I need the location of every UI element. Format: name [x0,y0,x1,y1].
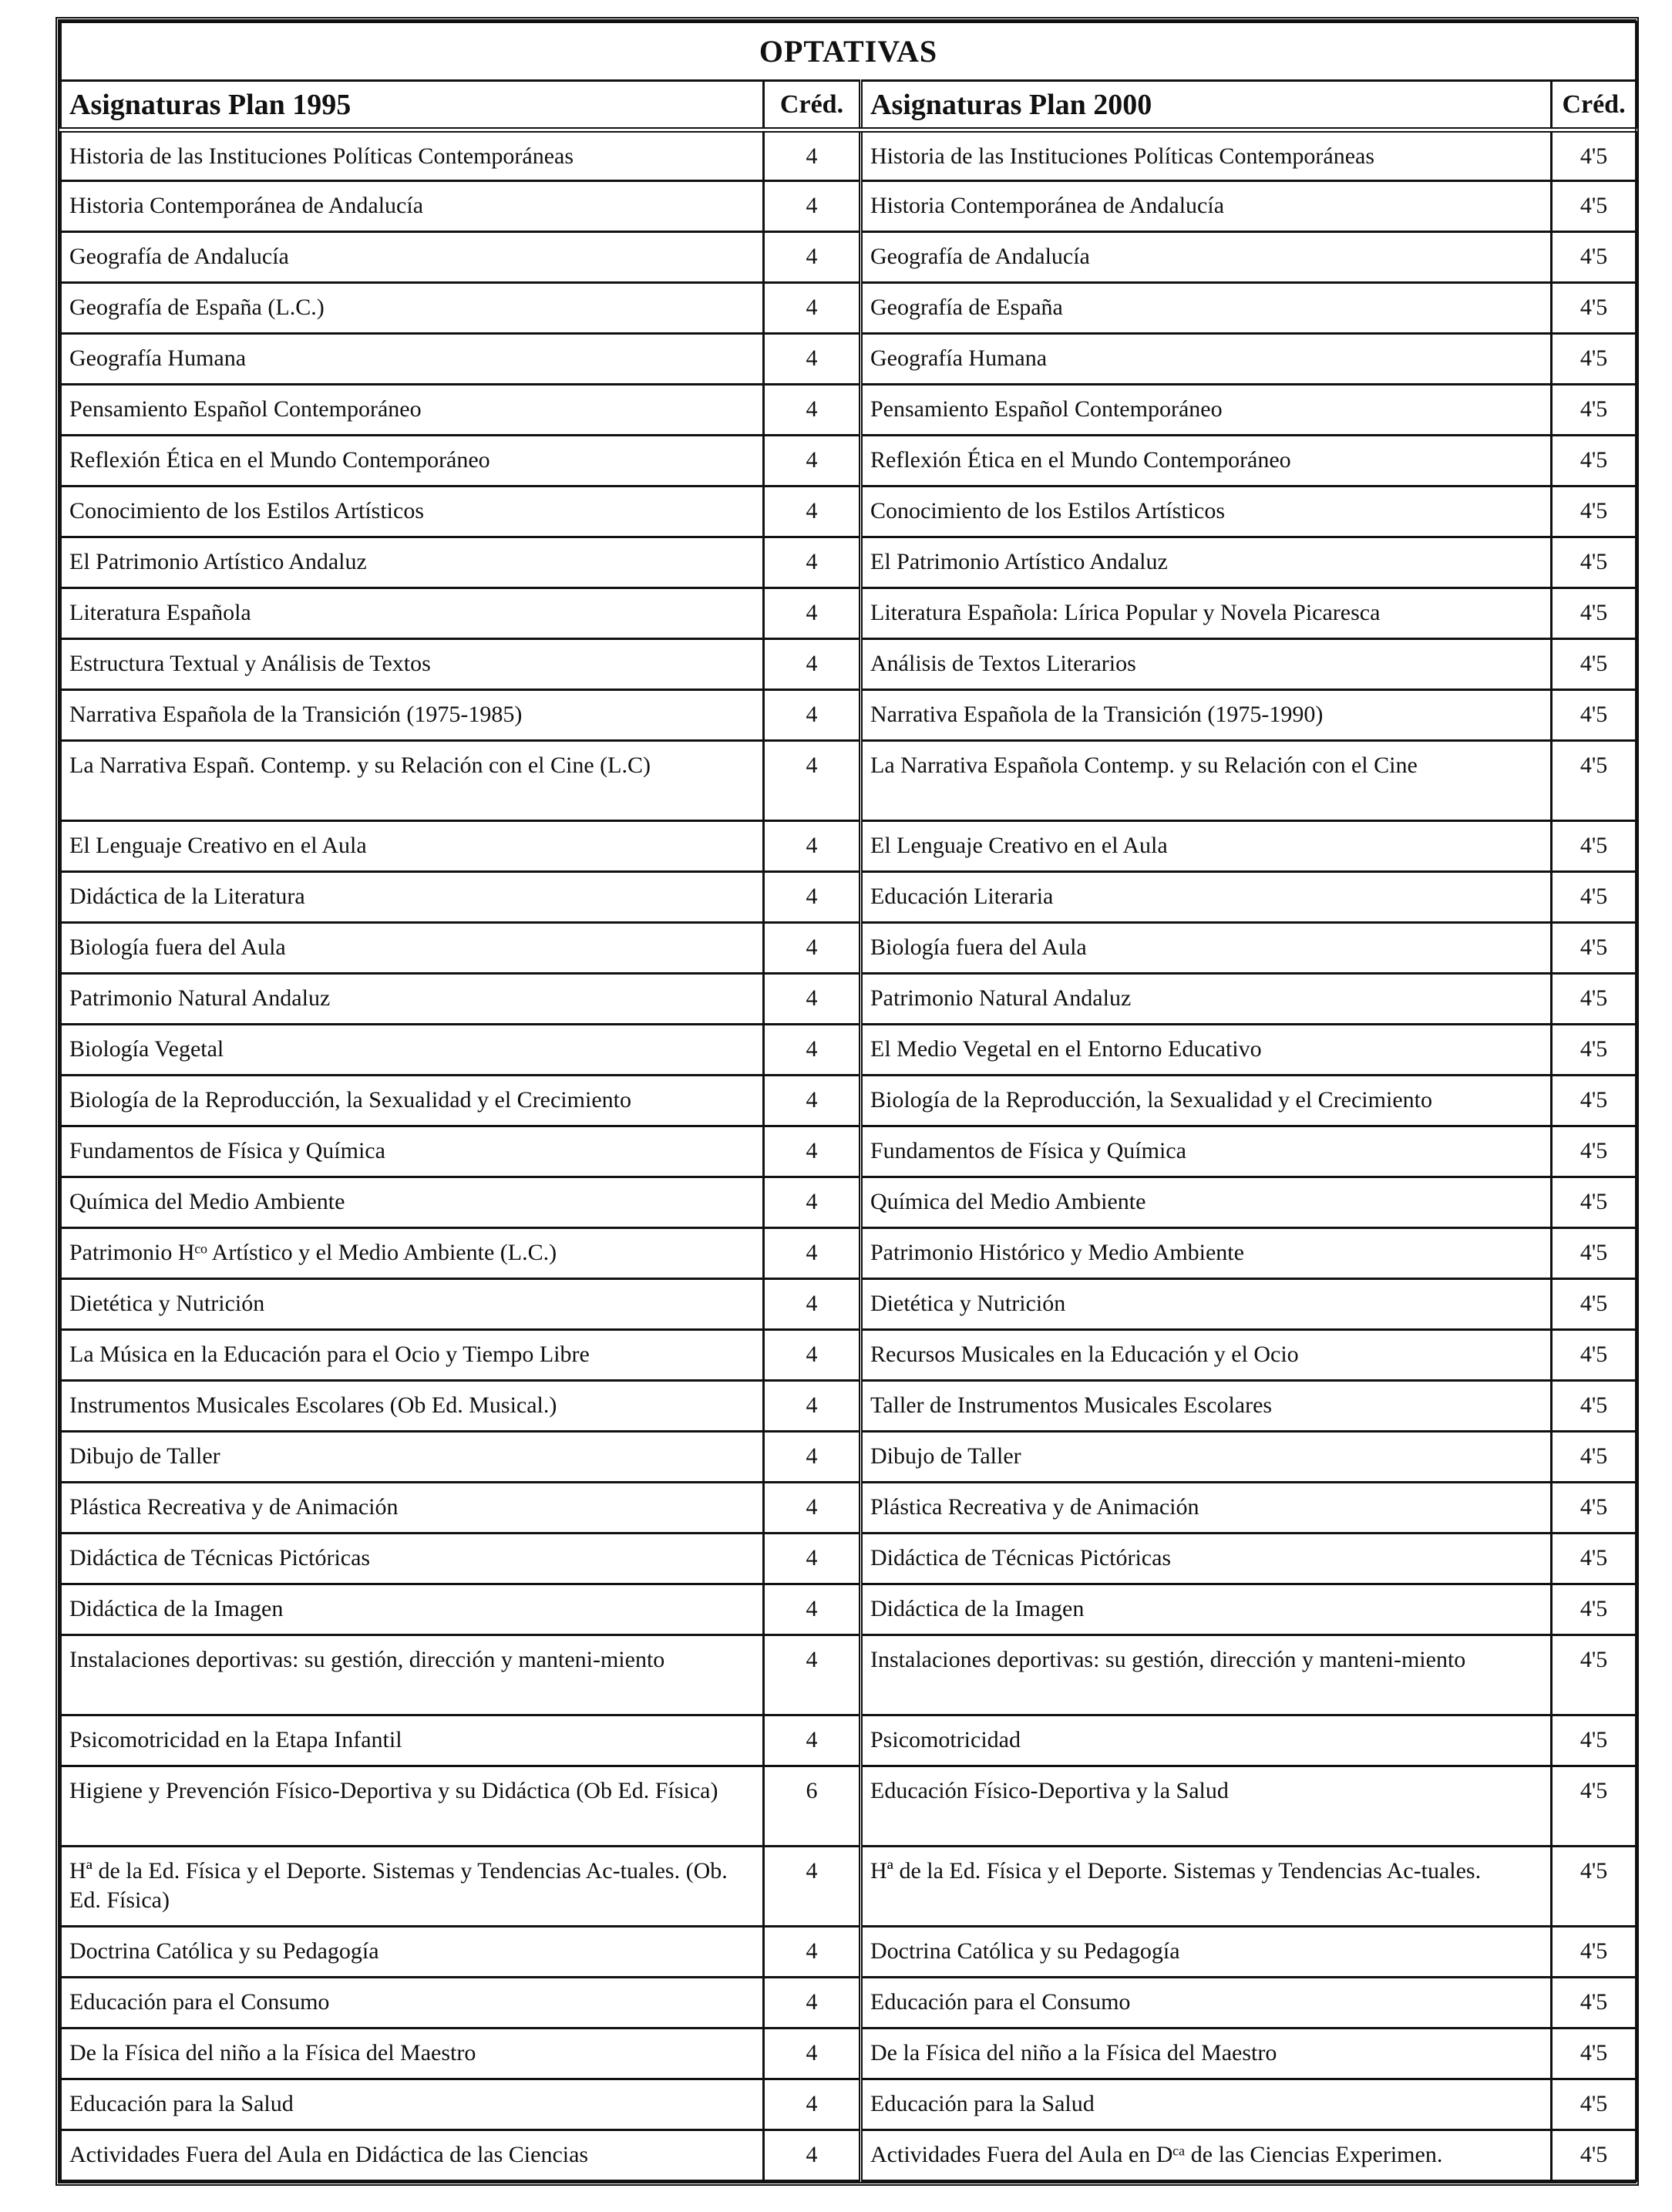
subject-1995-cell: Higiene y Prevención Físico-Deportiva y su Didáctica (Ob Ed. Física) [61,1766,764,1847]
credits-1995-cell: 4 [764,1847,861,1927]
subject-1995-cell: Conocimiento de los Estilos Artísticos [61,487,764,537]
subject-1995-cell: Estructura Textual y Análisis de Textos [61,639,764,690]
table-row [61,2079,1637,2130]
credits-1995-cell: 4 [764,130,861,181]
credits-1995-cell: 4 [764,588,861,639]
table-row [61,1330,1637,1381]
credits-1995-cell: 4 [764,821,861,872]
subject-2000-cell: Dietética y Nutrición [861,1279,1552,1330]
credits-2000-cell: 4'5 [1552,1584,1637,1635]
table-row [61,1927,1637,1978]
table-header-row [61,81,1637,130]
subject-2000-cell: Reflexión Ética en el Mundo Contemporáneo [861,436,1552,487]
optativas-table-frame [56,17,1639,2186]
credits-1995-cell: 6 [764,1766,861,1847]
subject-2000-cell: Conocimiento de los Estilos Artísticos [861,487,1552,537]
credits-1995-cell: 4 [764,2029,861,2079]
table-row [61,232,1637,283]
credits-2000-cell: 4'5 [1552,1228,1637,1279]
credits-1995-cell: 4 [764,1330,861,1381]
credits-1995-cell: 4 [764,1279,861,1330]
credits-1995-cell: 4 [764,1715,861,1766]
optativas-table [59,21,1637,2182]
table-row [61,2130,1637,2181]
subject-2000-cell: Educación Literaria [861,872,1552,923]
table-row [61,1432,1637,1483]
subject-1995-cell: Geografía de España (L.C.) [61,283,764,334]
credits-1995-cell: 4 [764,1927,861,1978]
subject-1995-cell: Biología Vegetal [61,1025,764,1076]
table-row [61,821,1637,872]
subject-1995-cell: Patrimonio Natural Andaluz [61,974,764,1025]
credits-1995-cell: 4 [764,334,861,385]
credits-2000-cell: 4'5 [1552,1766,1637,1847]
credits-1995-cell: 4 [764,2079,861,2130]
subject-2000-cell: Dibujo de Taller [861,1432,1552,1483]
table-row [61,639,1637,690]
subject-1995-cell: Psicomotricidad en la Etapa Infantil [61,1715,764,1766]
table-row [61,1177,1637,1228]
subject-1995-cell: El Lenguaje Creativo en el Aula [61,821,764,872]
table-row [61,741,1637,821]
subject-1995-cell: Reflexión Ética en el Mundo Contemporáneo [61,436,764,487]
subject-1995-cell: Instalaciones deportivas: su gestión, dirección y manteni-miento [61,1635,764,1715]
subject-1995-cell: Narrativa Española de la Transición (1975-1985) [61,690,764,741]
subject-2000-cell: Educación Físico-Deportiva y la Salud [861,1766,1552,1847]
subject-2000-cell: El Patrimonio Artístico Andaluz [861,537,1552,588]
subject-1995-cell: Geografía de Andalucía [61,232,764,283]
credits-2000-cell: 4'5 [1552,1126,1637,1177]
subject-2000-cell: Geografía de España [861,283,1552,334]
credits-2000-cell: 4'5 [1552,741,1637,821]
credits-2000-cell: 4'5 [1552,1330,1637,1381]
header-credits-1995: Créd. [764,81,861,130]
credits-2000-cell: 4'5 [1552,181,1637,232]
credits-2000-cell: 4'5 [1552,974,1637,1025]
credits-2000-cell: 4'5 [1552,2130,1637,2181]
subject-1995-cell: La Música en la Educación para el Ocio y Tiempo Libre [61,1330,764,1381]
subject-1995-cell: El Patrimonio Artístico Andaluz [61,537,764,588]
credits-2000-cell: 4'5 [1552,923,1637,974]
table-row [61,2029,1637,2079]
subject-2000-cell: Plástica Recreativa y de Animación [861,1483,1552,1534]
table-row [61,588,1637,639]
credits-1995-cell: 4 [764,1126,861,1177]
subject-2000-cell: Fundamentos de Física y Química [861,1126,1552,1177]
table-row [61,436,1637,487]
header-credits-2000: Créd. [1552,81,1637,130]
subject-1995-cell: Plástica Recreativa y de Animación [61,1483,764,1534]
table-row [61,537,1637,588]
table-row [61,334,1637,385]
subject-1995-cell: Didáctica de la Literatura [61,872,764,923]
subject-2000-cell: Química del Medio Ambiente [861,1177,1552,1228]
table-row [61,690,1637,741]
subject-2000-cell: Biología de la Reproducción, la Sexualidad y el Crecimiento [861,1076,1552,1126]
subject-1995-cell: Pensamiento Español Contemporáneo [61,385,764,436]
credits-2000-cell: 4'5 [1552,1381,1637,1432]
credits-2000-cell: 4'5 [1552,872,1637,923]
table-row [61,385,1637,436]
credits-1995-cell: 4 [764,1228,861,1279]
subject-2000-cell: Educación para el Consumo [861,1978,1552,2029]
subject-1995-cell: Química del Medio Ambiente [61,1177,764,1228]
subject-2000-cell: Doctrina Católica y su Pedagogía [861,1927,1552,1978]
table-row [61,1126,1637,1177]
header-plan-2000: Asignaturas Plan 2000 [861,81,1552,130]
subject-1995-cell: Geografía Humana [61,334,764,385]
credits-2000-cell: 4'5 [1552,334,1637,385]
table-row [61,872,1637,923]
subject-1995-cell: Educación para el Consumo [61,1978,764,2029]
credits-1995-cell: 4 [764,1584,861,1635]
credits-1995-cell: 4 [764,283,861,334]
credits-1995-cell: 4 [764,1635,861,1715]
table-row [61,1279,1637,1330]
subject-1995-cell: Fundamentos de Física y Química [61,1126,764,1177]
credits-2000-cell: 4'5 [1552,1076,1637,1126]
subject-1995-cell: Historia de las Instituciones Políticas Contemporáneas [61,130,764,181]
subject-1995-cell: La Narrativa Españ. Contemp. y su Relación con el Cine (L.C) [61,741,764,821]
subject-2000-cell: Hª de la Ed. Física y el Deporte. Sistemas y Tendencias Ac-tuales. [861,1847,1552,1927]
subject-1995-cell: Didáctica de la Imagen [61,1584,764,1635]
credits-2000-cell: 4'5 [1552,1279,1637,1330]
subject-1995-cell: Literatura Española [61,588,764,639]
subject-2000-cell: Análisis de Textos Literarios [861,639,1552,690]
credits-1995-cell: 4 [764,1432,861,1483]
subject-1995-cell: De la Física del niño a la Física del Maestro [61,2029,764,2079]
credits-2000-cell: 4'5 [1552,2029,1637,2079]
subject-1995-cell: Patrimonio Hᶜᵒ Artístico y el Medio Ambiente (L.C.) [61,1228,764,1279]
table-row [61,1847,1637,1927]
subject-2000-cell: La Narrativa Española Contemp. y su Relación con el Cine [861,741,1552,821]
credits-2000-cell: 4'5 [1552,1432,1637,1483]
credits-1995-cell: 4 [764,1076,861,1126]
subject-2000-cell: De la Física del niño a la Física del Maestro [861,2029,1552,2079]
credits-1995-cell: 4 [764,436,861,487]
subject-1995-cell: Actividades Fuera del Aula en Didáctica de las Ciencias [61,2130,764,2181]
credits-2000-cell: 4'5 [1552,283,1637,334]
subject-1995-cell: Didáctica de Técnicas Pictóricas [61,1534,764,1584]
credits-1995-cell: 4 [764,1483,861,1534]
credits-2000-cell: 4'5 [1552,1635,1637,1715]
table-row [61,487,1637,537]
table-row [61,1025,1637,1076]
credits-1995-cell: 4 [764,385,861,436]
table-row [61,974,1637,1025]
credits-1995-cell: 4 [764,487,861,537]
subject-2000-cell: Taller de Instrumentos Musicales Escolares [861,1381,1552,1432]
subject-2000-cell: El Lenguaje Creativo en el Aula [861,821,1552,872]
credits-2000-cell: 4'5 [1552,1483,1637,1534]
credits-1995-cell: 4 [764,741,861,821]
subject-2000-cell: Actividades Fuera del Aula en Dᶜᵃ de las Ciencias Experimen. [861,2130,1552,2181]
table-title-row [61,22,1637,81]
credits-1995-cell: 4 [764,2130,861,2181]
table-row [61,1228,1637,1279]
table-row [61,1534,1637,1584]
subject-2000-cell: Instalaciones deportivas: su gestión, dirección y manteni-miento [861,1635,1552,1715]
credits-1995-cell: 4 [764,690,861,741]
subject-1995-cell: Biología fuera del Aula [61,923,764,974]
credits-2000-cell: 4'5 [1552,232,1637,283]
table-row [61,1635,1637,1715]
credits-2000-cell: 4'5 [1552,130,1637,181]
subject-2000-cell: Patrimonio Histórico y Medio Ambiente [861,1228,1552,1279]
credits-2000-cell: 4'5 [1552,1978,1637,2029]
subject-1995-cell: Doctrina Católica y su Pedagogía [61,1927,764,1978]
subject-1995-cell: Dietética y Nutrición [61,1279,764,1330]
table-title: OPTATIVAS [61,22,1637,81]
subject-2000-cell: Literatura Española: Lírica Popular y Novela Picaresca [861,588,1552,639]
subject-1995-cell: Biología de la Reproducción, la Sexualidad y el Crecimiento [61,1076,764,1126]
subject-2000-cell: Historia Contemporánea de Andalucía [861,181,1552,232]
credits-1995-cell: 4 [764,974,861,1025]
credits-2000-cell: 4'5 [1552,588,1637,639]
credits-2000-cell: 4'5 [1552,487,1637,537]
table-row [61,1076,1637,1126]
credits-1995-cell: 4 [764,1978,861,2029]
credits-1995-cell: 4 [764,1534,861,1584]
credits-2000-cell: 4'5 [1552,821,1637,872]
subject-1995-cell: Historia Contemporánea de Andalucía [61,181,764,232]
credits-2000-cell: 4'5 [1552,690,1637,741]
credits-1995-cell: 4 [764,923,861,974]
subject-2000-cell: Pensamiento Español Contemporáneo [861,385,1552,436]
header-plan-1995: Asignaturas Plan 1995 [61,81,764,130]
credits-1995-cell: 4 [764,1025,861,1076]
credits-2000-cell: 4'5 [1552,1847,1637,1927]
subject-1995-cell: Dibujo de Taller [61,1432,764,1483]
subject-2000-cell: Geografía de Andalucía [861,232,1552,283]
subject-2000-cell: Recursos Musicales en la Educación y el Ocio [861,1330,1552,1381]
table-row [61,1978,1637,2029]
credits-2000-cell: 4'5 [1552,1534,1637,1584]
table-row [61,1381,1637,1432]
table-row [61,923,1637,974]
subject-2000-cell: Patrimonio Natural Andaluz [861,974,1552,1025]
subject-2000-cell: Geografía Humana [861,334,1552,385]
subject-2000-cell: Educación para la Salud [861,2079,1552,2130]
table-row [61,130,1637,181]
table-row [61,181,1637,232]
credits-1995-cell: 4 [764,181,861,232]
subject-2000-cell: Historia de las Instituciones Políticas Contemporáneas [861,130,1552,181]
credits-1995-cell: 4 [764,537,861,588]
table-row [61,1483,1637,1534]
credits-2000-cell: 4'5 [1552,385,1637,436]
credits-1995-cell: 4 [764,639,861,690]
table-row [61,1766,1637,1847]
subject-2000-cell: Didáctica de la Imagen [861,1584,1552,1635]
table-row [61,1584,1637,1635]
credits-2000-cell: 4'5 [1552,1715,1637,1766]
subject-2000-cell: Narrativa Española de la Transición (1975-1990) [861,690,1552,741]
table-row [61,1715,1637,1766]
subject-2000-cell: Biología fuera del Aula [861,923,1552,974]
credits-2000-cell: 4'5 [1552,537,1637,588]
subject-2000-cell: El Medio Vegetal en el Entorno Educativo [861,1025,1552,1076]
credits-2000-cell: 4'5 [1552,436,1637,487]
credits-2000-cell: 4'5 [1552,1927,1637,1978]
subject-1995-cell: Instrumentos Musicales Escolares (Ob Ed. Musical.) [61,1381,764,1432]
credits-1995-cell: 4 [764,872,861,923]
credits-1995-cell: 4 [764,232,861,283]
subject-2000-cell: Didáctica de Técnicas Pictóricas [861,1534,1552,1584]
table-body [61,130,1637,2181]
credits-2000-cell: 4'5 [1552,2079,1637,2130]
credits-2000-cell: 4'5 [1552,1025,1637,1076]
subject-2000-cell: Psicomotricidad [861,1715,1552,1766]
credits-1995-cell: 4 [764,1381,861,1432]
table-row [61,283,1637,334]
credits-2000-cell: 4'5 [1552,1177,1637,1228]
credits-2000-cell: 4'5 [1552,639,1637,690]
credits-1995-cell: 4 [764,1177,861,1228]
subject-1995-cell: Educación para la Salud [61,2079,764,2130]
subject-1995-cell: Hª de la Ed. Física y el Deporte. Sistemas y Tendencias Ac-tuales. (Ob. Ed. Física) [61,1847,764,1927]
